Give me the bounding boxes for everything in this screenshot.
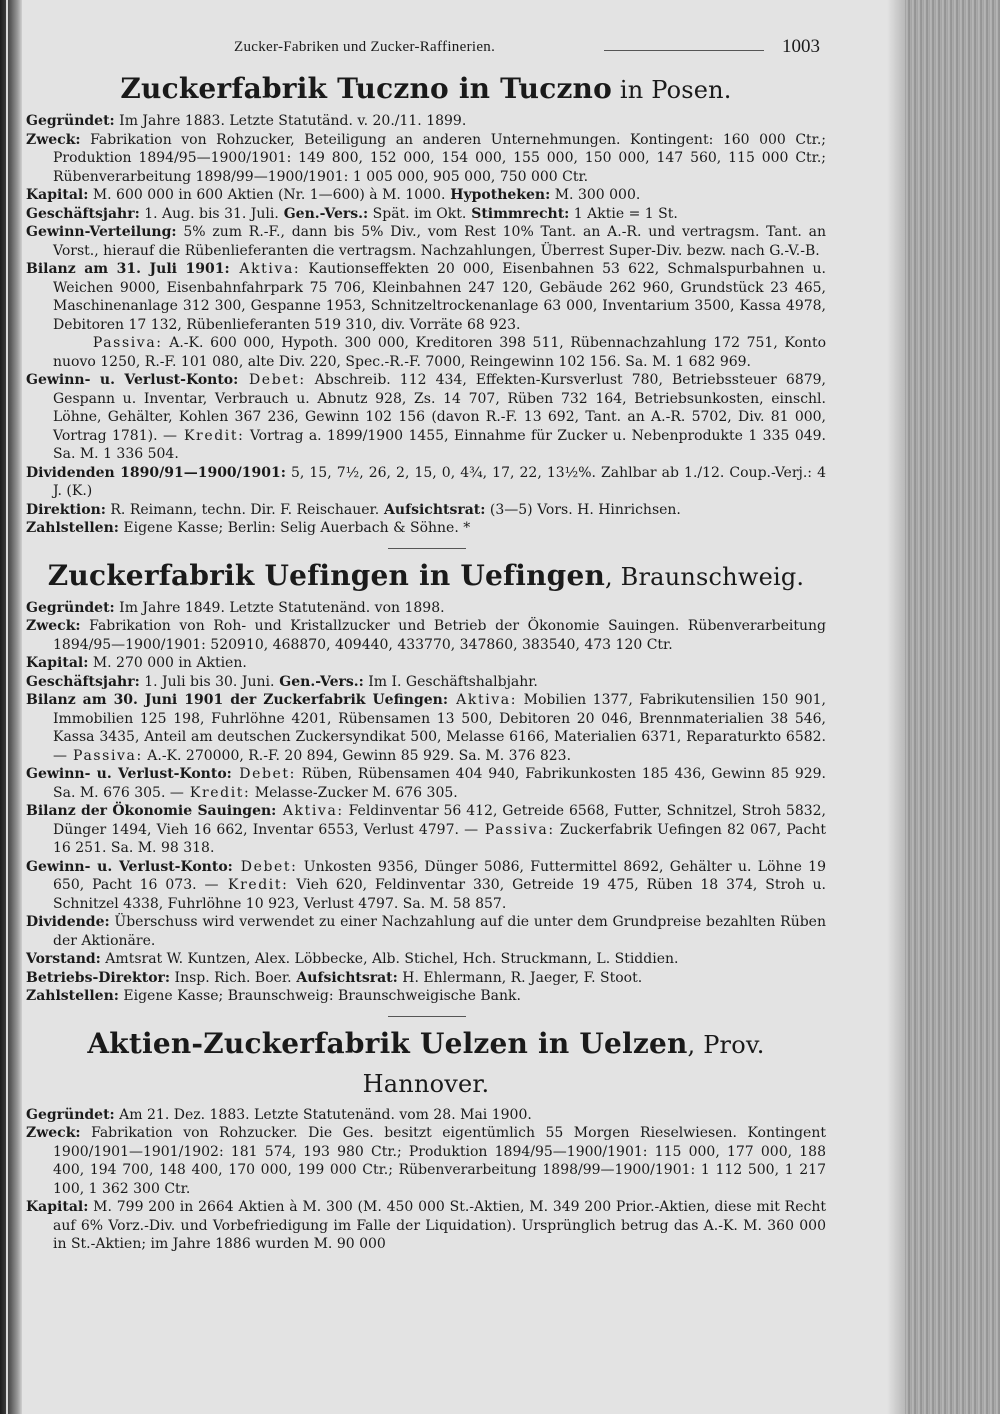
entry-spaced-label: Kredit: bbox=[183, 784, 251, 801]
entry-spaced-label: Passiva: bbox=[67, 747, 143, 764]
entry-label: Stimmrecht: bbox=[466, 205, 570, 222]
company-entry bbox=[26, 70, 826, 538]
entry-spaced-label: Kredit: bbox=[218, 877, 289, 893]
page-number: 1003 bbox=[782, 36, 820, 57]
entry-purpose bbox=[26, 617, 826, 654]
entry-text: Mobilien 1377, Fabrikutensilien 150 901, Immobilien 125 198, Fuhrlöhne 4201, Rübensamen 13 500, Debitoren 20 046, Brennmaterialien 38 546, Kassa 3435, Anteil am deutschen Zuckersyndikat 500, Melasse 6166, Materialien 6371, Reparaturkto 6582. — bbox=[53, 692, 826, 764]
entry-label: Geschäftsjahr: bbox=[26, 205, 140, 222]
entry-label: Gewinn- u. Verlust-Konto: bbox=[26, 766, 232, 782]
entry-business-year bbox=[26, 205, 826, 224]
entry-text: Vieh 620, Feldinventar 330, Getreide 19 475, Rüben 18 374, Stroh u. Schnitzel 4338, Fuhrlöhne 10 923, Verlust 4797. Sa. M. 58 857. bbox=[53, 877, 826, 912]
entry-purpose bbox=[26, 1124, 826, 1198]
entry-text: 1. Juli bis 30. Juni. bbox=[139, 673, 275, 690]
entry-text: M. 799 200 in 2664 Aktien à M. 300 (M. 450 000 St.-Aktien, M. 349 200 Prior.-Aktien, diese mit Recht auf 6% Vorz.-Div. und Vorbefriedigung im Falle der Liquidation). Ursprünglich betrug das A.-K. M. 360 000 in St.-Aktien; im Jahre 1886 wurden M. 90 000 bbox=[53, 1199, 826, 1252]
entry-estate-profit-loss bbox=[26, 858, 826, 914]
entry-label: Dividende: bbox=[26, 914, 110, 930]
company-entry bbox=[26, 557, 826, 1006]
entry-text: M. 300 000. bbox=[550, 187, 641, 203]
entry-text: Fabrikation von Rohzucker, Beteiligung an anderen Unternehmungen. Kontingent: 160 000 Ctr.; Produktion 1894/95—1900/1901: 149 800, 152 000, 154 000, 155 000, 150 000, 147 560, 115 000 Ctr.; Rübenverarbeitung 1898/99—1900/1901: 1 005 000, 905 000, 750 000 Ctr. bbox=[53, 131, 826, 185]
entry-label: Hypotheken: bbox=[445, 187, 551, 203]
entry-text: Unkosten 9356, Dünger 5086, Futtermittel 8692, Gehälter u. Löhne 19 650, Pacht 16 073. — bbox=[53, 858, 826, 893]
entry-label: Gewinn- u. Verlust-Konto: bbox=[26, 372, 239, 388]
entry-text: Melasse-Zucker M. 676 305. bbox=[250, 784, 458, 801]
entry-purpose bbox=[26, 131, 826, 187]
entry-label: Vorstand: bbox=[26, 951, 101, 967]
entry-spaced-label: Debet: bbox=[238, 372, 306, 388]
company-title bbox=[26, 70, 826, 109]
entry-paying-agents bbox=[26, 519, 826, 538]
entry-text: H. Ehlermann, R. Jaeger, F. Stoot. bbox=[397, 969, 643, 986]
entry-label: Bilanz am 31. Juli 1901: bbox=[26, 261, 230, 277]
entry-text: Im Jahre 1849. Letzte Statutenänd. von 1898. bbox=[114, 599, 445, 616]
entry-text: (3—5) Vors. H. Hinrichsen. bbox=[485, 501, 681, 518]
running-head bbox=[26, 30, 826, 70]
entry-text: Eigene Kasse; Berlin: Selig Auerbach & Söhne. * bbox=[118, 520, 471, 536]
section-divider bbox=[388, 1016, 466, 1017]
entry-label: Direktion: bbox=[26, 501, 106, 518]
entry-director bbox=[26, 969, 826, 988]
entry-label: Betriebs-Direktor: bbox=[26, 969, 171, 986]
running-head-rule bbox=[604, 50, 764, 51]
entry-label: Bilanz der Ökonomie Sauingen: bbox=[26, 803, 277, 819]
entry-label: Gegründet: bbox=[26, 113, 115, 129]
entry-spaced-label: Debet: bbox=[232, 858, 298, 875]
entry-label: Zahlstellen: bbox=[26, 520, 119, 536]
entry-label: Zweck: bbox=[26, 1125, 81, 1141]
entry-text: Überschuss wird verwendet zu einer Nachzahlung auf die unter dem Grundpreise bezahlten Rüben der Aktionäre. bbox=[53, 914, 826, 949]
entry-spaced-label: Aktiva: bbox=[229, 261, 301, 277]
entry-text: 5% zum R.-F., dann bis 5% Div., vom Rest 10% Tant. an A.-R. und vertragsm. Tant. an Vorst., hierauf die Rübenlieferanten die vertragsm. Nachzahlungen, Überrest Super-Div. bezw. nach G.-V.-B. bbox=[53, 224, 826, 259]
company-region: , Prov. Hannover. bbox=[362, 1030, 765, 1098]
company-entry bbox=[26, 1025, 826, 1254]
company-title bbox=[26, 1025, 826, 1103]
entry-spaced-label: Kredit: bbox=[176, 427, 245, 444]
entry-text: Am 21. Dez. 1883. Letzte Statutenänd. vom 28. Mai 1900. bbox=[114, 1106, 532, 1123]
entry-label: Zweck: bbox=[26, 618, 81, 634]
entry-balance-sheet bbox=[26, 691, 826, 765]
entry-text: Im I. Geschäftshalbjahr. bbox=[363, 673, 538, 690]
entry-label: Zahlstellen: bbox=[26, 988, 119, 1004]
entry-dividends bbox=[26, 464, 826, 501]
entry-label: Gen.-Vers.: bbox=[278, 205, 369, 222]
entry-label: Geschäftsjahr: bbox=[26, 673, 140, 690]
entry-founded bbox=[26, 1106, 826, 1125]
entry-label: Gegründet: bbox=[26, 599, 115, 616]
page bbox=[26, 30, 826, 1258]
entry-profit-loss bbox=[26, 371, 826, 464]
entry-text: Feldinventar 56 412, Getreide 6568, Futter, Schnitzel, Stroh 5832, Dünger 1494, Vieh 16 662, Inventar 6553, Verlust 4797. — bbox=[53, 803, 827, 838]
entry-spaced-label: Aktiva: bbox=[276, 803, 344, 819]
entry-text: R. Reimann, techn. Dir. F. Reischauer. bbox=[105, 501, 380, 518]
entry-label: Bilanz am 30. Juni 1901 der Zuckerfabrik Uefingen: bbox=[26, 692, 448, 708]
entry-label: Dividenden 1890/91—1900/1901: bbox=[26, 464, 286, 481]
entry-text: Rüben, Rübensamen 404 940, Fabrikunkosten 185 436, Gewinn 85 929. Sa. M. 676 305. — bbox=[53, 766, 826, 801]
entry-capital bbox=[26, 654, 826, 673]
entry-founded bbox=[26, 599, 826, 618]
company-name: Zuckerfabrik Uefingen in Uefingen bbox=[47, 558, 606, 592]
entry-text: 1 Aktie = 1 St. bbox=[569, 205, 678, 222]
entry-management bbox=[26, 501, 826, 520]
entry-text: Insp. Rich. Boer. bbox=[170, 969, 292, 986]
entry-label: Gen.-Vers.: bbox=[274, 673, 364, 690]
entry-label: Aufsichtsrat: bbox=[291, 969, 398, 986]
entry-label: Gewinn-Verteilung: bbox=[26, 224, 177, 240]
entry-dividend bbox=[26, 913, 826, 950]
entry-text: Spät. im Okt. bbox=[368, 205, 467, 222]
entry-text: Im Jahre 1883. Letzte Statutänd. v. 20./11. 1899. bbox=[114, 113, 467, 129]
company-title bbox=[26, 557, 826, 596]
entry-text: Amtsrat W. Kuntzen, Alex. Löbbecke, Alb. Stichel, Hch. Struckmann, L. Stiddien. bbox=[100, 951, 679, 967]
entry-label: Gewinn- u. Verlust-Konto: bbox=[26, 858, 233, 875]
entry-paying-agents bbox=[26, 987, 826, 1006]
section-divider bbox=[388, 548, 466, 549]
entry-text: Fabrikation von Roh- und Kristallzucker und Betrieb der Ökonomie Sauingen. Rübenverarbeitung 1894/95—1900/1901: 520910, 468870, 409440, 433770, 347860, 383540, 473 120 Ctr. bbox=[53, 618, 826, 653]
entry-text: 5, 15, 7½, 26, 2, 15, 0, 4¾, 17, 22, 13½%. Zahlbar ab 1./12. Coup.-Verj.: 4 J. (K.) bbox=[53, 464, 826, 499]
entry-label: Kapital: bbox=[26, 655, 89, 671]
entry-label: Kapital: bbox=[26, 187, 89, 203]
entry-capital bbox=[26, 1198, 826, 1254]
entry-business-year bbox=[26, 673, 826, 692]
entry-label: Zweck: bbox=[26, 131, 81, 148]
entry-text: M. 600 000 in 600 Aktien (Nr. 1—600) à M. 1000. bbox=[88, 187, 446, 203]
entry-profit-loss bbox=[26, 765, 826, 802]
entry-spaced-label: Debet: bbox=[231, 766, 296, 782]
entry-text: Abschreib. 112 434, Effekten-Kursverlust 780, Betriebssteuer 6879, Gespann u. Inventar, Verbrauch u. Abnutz 928, Zs. 14 707, Rüben 732 164, Betriebsunkosten, einschl. Löhne, Gehälter, Kohlen 367 236, Gewinn 102 156 (davon R.-F. 13 692, Tant. an A.-R. 5702, Div. 81 000, Vortrag 1781). — bbox=[53, 372, 827, 444]
company-name: Zuckerfabrik Tuczno in Tuczno bbox=[120, 72, 612, 105]
entry-text: Vortrag a. 1899/1900 1455, Einnahme für Zucker u. Nebenprodukte 1 335 049. Sa. M. 1 336 504. bbox=[53, 427, 826, 462]
entry-founded bbox=[26, 112, 826, 131]
entry-text: Kautionseffekten 20 000, Eisenbahnen 53 622, Schmalspurbahnen u. Weichen 9000, Eisenbahnfahrpark 75 706, Kleinbahnen 247 120, Gebäude 262 960, Grundstück 23 465, Maschinenanlage 312 300, Gespanne 1953, Schnitzeltrockenanlage 63 000, Inventarium 3500, Kassa 4978, Debitoren 17 132, Rübenlieferanten 519 310, div. Vorräte 68 923. bbox=[53, 261, 826, 333]
entry-spaced-label: Passiva: bbox=[478, 821, 555, 838]
entry-liabilities bbox=[26, 334, 826, 371]
running-head-title: Zucker-Fabriken und Zucker-Raffinerien. bbox=[234, 39, 496, 55]
stacked-page-edges bbox=[905, 0, 1000, 1414]
entry-profit-distribution bbox=[26, 223, 826, 260]
company-name: Aktien-Zuckerfabrik Uelzen in Uelzen bbox=[87, 1026, 688, 1060]
entry-estate-balance bbox=[26, 802, 826, 858]
page-edge-shadow bbox=[887, 0, 905, 1414]
book-spine-shadow bbox=[0, 0, 22, 1414]
entry-balance-sheet bbox=[26, 260, 826, 334]
entry-text: A.-K. 270000, R.-F. 20 894, Gewinn 85 929. Sa. M. 376 823. bbox=[142, 747, 572, 764]
entry-text: A.-K. 600 000, Hypoth. 300 000, Kreditoren 398 511, Rübennachzahlung 172 751, Konto nuovo 1250, R.-F. 101 080, alte Div. 220, Spec.-R.-F. 7000, Reingewinn 102 156. Sa. M. 1 682 969. bbox=[53, 335, 827, 370]
entry-capital bbox=[26, 186, 826, 205]
entry-text: Fabrikation von Rohzucker. Die Ges. besitzt eigentümlich 55 Morgen Rieselwiesen. Kontingent 1900/1901—1901/1902: 181 574, 193 980 Ctr.; Produktion 1894/95—1900/1901: 115 000, 177 000, 188 400, 194 700, 148 400, 170 000, 199 000 Ctr.; Rübenverarbeitung 1898/99—1900/1901: 1 112 500, 1 217 100, 1 362 300 Ctr. bbox=[53, 1125, 826, 1197]
entry-label: Gegründet: bbox=[26, 1106, 115, 1123]
entry-text: M. 270 000 in Aktien. bbox=[88, 655, 247, 671]
entry-board bbox=[26, 950, 826, 969]
entry-spaced-label: Passiva: bbox=[92, 335, 163, 351]
entry-label: Kapital: bbox=[26, 1199, 89, 1215]
entry-text: 1. Aug. bis 31. Juli. bbox=[139, 205, 279, 222]
entry-text: Zuckerfabrik Uefingen 82 067, Pacht 16 251. Sa. M. 98 318. bbox=[53, 821, 826, 856]
entry-text: Eigene Kasse; Braunschweig: Braunschweigische Bank. bbox=[118, 988, 521, 1004]
entry-label: Aufsichtsrat: bbox=[379, 501, 486, 518]
entry-spaced-label: Aktiva: bbox=[448, 692, 518, 708]
company-region: , Braunschweig. bbox=[605, 562, 805, 591]
company-region: in Posen. bbox=[612, 76, 732, 104]
